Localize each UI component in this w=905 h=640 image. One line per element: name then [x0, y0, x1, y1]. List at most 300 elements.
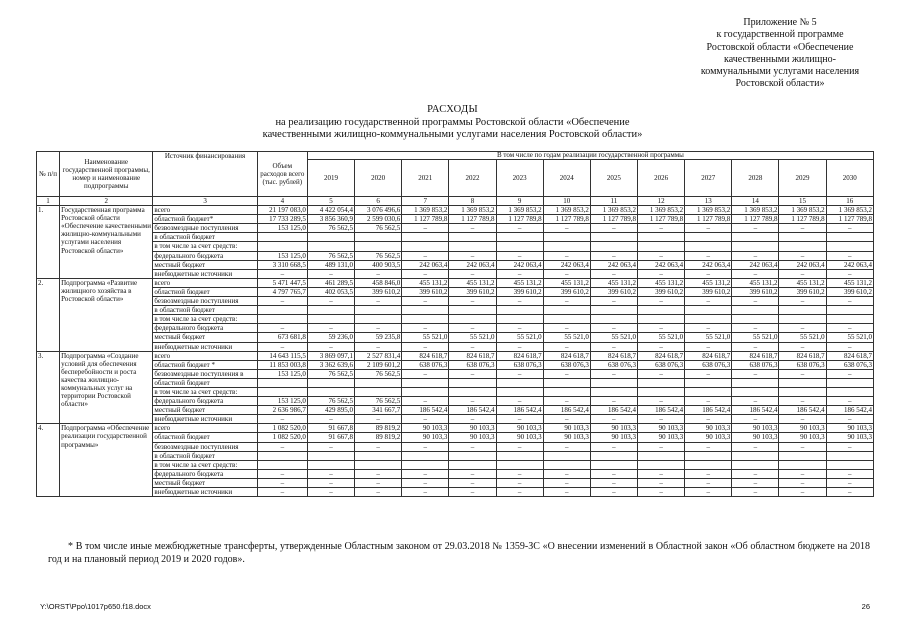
year-value: 186 542,4: [826, 406, 873, 415]
year-value: [355, 387, 402, 396]
table-index-row: [37, 197, 874, 206]
year-value: –: [449, 478, 496, 487]
index-cell: 16: [826, 197, 873, 206]
year-value: [449, 378, 496, 387]
year-value: [402, 387, 449, 396]
year-value: [637, 378, 684, 387]
index-cell: 5: [307, 197, 354, 206]
year-value: –: [307, 469, 354, 478]
table-row: [37, 397, 874, 406]
funding-source: областной бюджет: [153, 287, 257, 296]
year-value: 3 869 097,1: [307, 351, 354, 360]
year-value: –: [590, 342, 637, 351]
header-year: 2019: [307, 160, 354, 197]
year-value: 186 542,4: [590, 406, 637, 415]
year-value: 90 103,3: [449, 424, 496, 433]
year-value: 824 618,7: [826, 351, 873, 360]
total-value: 3 310 668,5: [257, 260, 307, 269]
year-value: [732, 233, 779, 242]
year-value: 399 610,2: [779, 287, 826, 296]
year-value: [637, 306, 684, 315]
year-value: –: [826, 324, 873, 333]
year-value: [779, 242, 826, 251]
year-value: 1 369 853,2: [496, 206, 543, 215]
total-value: –: [257, 342, 307, 351]
year-value: –: [402, 469, 449, 478]
document-subtitle-line1: на реализацию государственной программы Ростовской области «Обеспечение: [275, 117, 630, 128]
table-row: [37, 333, 874, 342]
year-value: 399 610,2: [590, 287, 637, 296]
table-row: [37, 369, 874, 378]
year-value: 1 369 853,2: [590, 206, 637, 215]
year-value: 1 127 789,8: [496, 215, 543, 224]
year-value: [590, 315, 637, 324]
year-value: [637, 233, 684, 242]
year-value: –: [685, 251, 732, 260]
year-value: 638 076,3: [732, 360, 779, 369]
year-value: –: [779, 342, 826, 351]
year-value: 186 542,4: [449, 406, 496, 415]
funding-source: местный бюджет: [153, 478, 257, 487]
year-value: [307, 387, 354, 396]
year-value: –: [543, 369, 590, 378]
year-value: 1 127 789,8: [732, 215, 779, 224]
total-value: 153 125,0: [257, 369, 307, 378]
year-value: –: [685, 397, 732, 406]
year-value: [355, 451, 402, 460]
year-value: 55 521,0: [402, 333, 449, 342]
year-value: 638 076,3: [543, 360, 590, 369]
year-value: –: [590, 324, 637, 333]
year-value: –: [637, 342, 684, 351]
year-value: [779, 451, 826, 460]
year-value: 186 542,4: [732, 406, 779, 415]
document-title: РАСХОДЫ: [427, 104, 478, 115]
funding-source: безвозмездные поступления: [153, 224, 257, 233]
document-subtitle-line2: качественными жилищно-коммунальными услугами населения Ростовской области»: [262, 129, 643, 140]
funding-source: в том числе за счет средств:: [153, 460, 257, 469]
funding-source: федерального бюджета: [153, 397, 257, 406]
header-year: 2028: [732, 160, 779, 197]
year-value: –: [637, 415, 684, 424]
table-row: [37, 387, 874, 396]
funding-source: всего: [153, 351, 257, 360]
year-value: –: [732, 469, 779, 478]
year-value: –: [637, 442, 684, 451]
year-value: –: [496, 488, 543, 497]
year-value: –: [449, 324, 496, 333]
year-value: 455 131,2: [449, 278, 496, 287]
year-value: [637, 315, 684, 324]
year-value: [826, 233, 873, 242]
year-value: –: [543, 442, 590, 451]
year-value: [496, 451, 543, 460]
year-value: –: [496, 269, 543, 278]
year-value: –: [685, 488, 732, 497]
year-value: –: [449, 342, 496, 351]
year-value: 1 127 789,8: [637, 215, 684, 224]
year-value: 242 063,4: [685, 260, 732, 269]
year-value: [826, 242, 873, 251]
year-value: 242 063,4: [826, 260, 873, 269]
funding-source: федерального бюджета: [153, 324, 257, 333]
year-value: 824 618,7: [637, 351, 684, 360]
appendix-line: Приложение № 5: [743, 17, 817, 28]
year-value: 1 369 853,2: [779, 206, 826, 215]
year-value: 89 819,2: [355, 424, 402, 433]
total-value: 14 643 115,5: [257, 351, 307, 360]
table-row: [37, 433, 874, 442]
year-value: 399 610,2: [732, 287, 779, 296]
year-value: –: [449, 442, 496, 451]
year-value: 455 131,2: [826, 278, 873, 287]
year-value: 638 076,3: [685, 360, 732, 369]
year-value: 55 521,0: [685, 333, 732, 342]
year-value: –: [826, 478, 873, 487]
year-value: 3 856 360,9: [307, 215, 354, 224]
total-value: 17 733 289,5: [257, 215, 307, 224]
year-value: [355, 306, 402, 315]
table-row: [37, 233, 874, 242]
year-value: 186 542,4: [543, 406, 590, 415]
year-value: –: [637, 478, 684, 487]
year-value: [732, 451, 779, 460]
year-value: 399 610,2: [496, 287, 543, 296]
year-value: –: [590, 269, 637, 278]
header-year: 2021: [402, 160, 449, 197]
total-value: 153 125,0: [257, 251, 307, 260]
year-value: [779, 315, 826, 324]
year-value: [402, 242, 449, 251]
year-value: [685, 460, 732, 469]
appendix-line: Ростовской области «Обеспечение: [706, 41, 854, 53]
table-row: [37, 406, 874, 415]
funding-source: в том числе за счет средств:: [153, 242, 257, 251]
year-value: –: [355, 342, 402, 351]
year-value: 90 103,3: [496, 433, 543, 442]
header-years-caption: В том числе по годам реализации государственной программы: [307, 152, 873, 160]
year-value: –: [779, 442, 826, 451]
year-value: –: [779, 324, 826, 333]
index-cell: 15: [779, 197, 826, 206]
year-value: –: [402, 415, 449, 424]
table-row: [37, 215, 874, 224]
total-value: –: [257, 478, 307, 487]
year-value: –: [496, 469, 543, 478]
index-cell: 9: [496, 197, 543, 206]
year-value: 90 103,3: [496, 424, 543, 433]
year-value: [685, 451, 732, 460]
year-value: [685, 306, 732, 315]
year-value: –: [496, 415, 543, 424]
year-value: –: [402, 224, 449, 233]
index-cell: 2: [60, 197, 153, 206]
year-value: [590, 306, 637, 315]
year-value: 824 618,7: [590, 351, 637, 360]
year-value: –: [779, 478, 826, 487]
year-value: [732, 306, 779, 315]
year-value: –: [402, 442, 449, 451]
table-row: [37, 287, 874, 296]
year-value: –: [449, 397, 496, 406]
year-value: 76 562,5: [307, 397, 354, 406]
year-value: [449, 451, 496, 460]
funding-source: областной бюджет *: [153, 360, 257, 369]
year-value: [496, 387, 543, 396]
funding-source: местный бюджет: [153, 406, 257, 415]
appendix-line: Ростовской области»: [735, 78, 825, 90]
year-value: [449, 242, 496, 251]
year-value: 455 131,2: [402, 278, 449, 287]
year-value: –: [355, 324, 402, 333]
year-value: 242 063,4: [637, 260, 684, 269]
year-value: –: [449, 469, 496, 478]
year-value: 489 131,0: [307, 260, 354, 269]
year-value: 341 667,7: [355, 406, 402, 415]
year-value: –: [685, 369, 732, 378]
year-value: 1 127 789,8: [779, 215, 826, 224]
year-value: [307, 451, 354, 460]
year-value: 824 618,7: [685, 351, 732, 360]
table-row: [37, 242, 874, 251]
year-value: –: [826, 269, 873, 278]
year-value: –: [449, 269, 496, 278]
table-row: [37, 360, 874, 369]
total-value: [257, 306, 307, 315]
year-value: 1 369 853,2: [826, 206, 873, 215]
year-value: –: [732, 397, 779, 406]
year-value: –: [826, 297, 873, 306]
total-value: –: [257, 269, 307, 278]
year-value: [732, 242, 779, 251]
year-value: –: [355, 415, 402, 424]
total-value: 1 082 520,0: [257, 424, 307, 433]
header-total: Объем расходов всего (тыс. рублей): [257, 152, 307, 197]
year-value: [449, 387, 496, 396]
year-value: [449, 460, 496, 469]
funding-source: в том числе за счет средств:: [153, 387, 257, 396]
year-value: –: [590, 369, 637, 378]
funding-source: всего: [153, 206, 257, 215]
year-value: 55 521,0: [543, 333, 590, 342]
year-value: –: [732, 324, 779, 333]
year-value: –: [543, 324, 590, 333]
year-value: –: [496, 224, 543, 233]
header-year: 2025: [590, 160, 637, 197]
year-value: –: [826, 369, 873, 378]
year-value: 399 610,2: [402, 287, 449, 296]
year-value: [826, 378, 873, 387]
year-value: 242 063,4: [590, 260, 637, 269]
year-value: –: [685, 415, 732, 424]
year-value: [402, 315, 449, 324]
year-value: 1 127 789,8: [402, 215, 449, 224]
index-cell: 13: [685, 197, 732, 206]
year-value: –: [732, 224, 779, 233]
year-value: [685, 387, 732, 396]
funding-source: безвозмездные поступления: [153, 297, 257, 306]
year-value: 242 063,4: [496, 260, 543, 269]
year-value: –: [685, 324, 732, 333]
header-year: 2029: [779, 160, 826, 197]
year-value: –: [449, 297, 496, 306]
year-value: 242 063,4: [779, 260, 826, 269]
year-value: 76 562,5: [355, 251, 402, 260]
appendix-line: коммунальными услугами населения: [700, 66, 860, 78]
year-value: –: [637, 369, 684, 378]
funding-source: в областной бюджет: [153, 451, 257, 460]
year-value: [590, 387, 637, 396]
year-value: 55 521,0: [637, 333, 684, 342]
year-value: –: [496, 397, 543, 406]
year-value: –: [402, 488, 449, 497]
header-year: 2022: [449, 160, 496, 197]
total-value: 153 125,0: [257, 224, 307, 233]
year-value: 455 131,2: [637, 278, 684, 287]
total-value: –: [257, 297, 307, 306]
year-value: –: [779, 369, 826, 378]
year-value: –: [543, 397, 590, 406]
year-value: [779, 378, 826, 387]
year-value: [826, 387, 873, 396]
year-value: [637, 387, 684, 396]
year-value: 1 369 853,2: [402, 206, 449, 215]
year-value: –: [637, 251, 684, 260]
index-cell: 14: [732, 197, 779, 206]
year-value: –: [543, 297, 590, 306]
year-value: 242 063,4: [402, 260, 449, 269]
year-value: [826, 460, 873, 469]
year-value: 399 610,2: [355, 287, 402, 296]
year-value: 3 362 639,6: [307, 360, 354, 369]
year-value: 455 131,2: [590, 278, 637, 287]
year-value: –: [826, 397, 873, 406]
year-value: 638 076,3: [779, 360, 826, 369]
year-value: –: [685, 269, 732, 278]
year-value: 399 610,2: [826, 287, 873, 296]
year-value: –: [402, 269, 449, 278]
year-value: 3 076 496,6: [355, 206, 402, 215]
year-value: –: [449, 369, 496, 378]
year-value: [402, 451, 449, 460]
year-value: –: [732, 369, 779, 378]
year-value: [449, 233, 496, 242]
year-value: –: [637, 397, 684, 406]
year-value: 55 521,0: [496, 333, 543, 342]
year-value: 242 063,4: [543, 260, 590, 269]
year-value: 59 235,8: [355, 333, 402, 342]
total-value: 5 471 447,5: [257, 278, 307, 287]
year-value: 186 542,4: [637, 406, 684, 415]
table-row: [37, 451, 874, 460]
year-value: –: [732, 297, 779, 306]
total-value: –: [257, 415, 307, 424]
funding-source: областной бюджет*: [153, 215, 257, 224]
program-name: Подпрограмма «Создание условий для обеспечения бесперебойности и роста качества жилищно-коммунальных услуг на территории Ростовской области»: [60, 351, 153, 424]
year-value: [543, 306, 590, 315]
year-value: –: [355, 488, 402, 497]
year-value: 638 076,3: [402, 360, 449, 369]
year-value: 1 127 789,8: [543, 215, 590, 224]
funding-source: местный бюджет: [153, 260, 257, 269]
total-value: [257, 451, 307, 460]
year-value: 76 562,5: [307, 251, 354, 260]
header-year: 2023: [496, 160, 543, 197]
total-value: [257, 460, 307, 469]
total-value: [257, 387, 307, 396]
index-cell: 4: [257, 197, 307, 206]
year-value: 638 076,3: [637, 360, 684, 369]
year-value: –: [449, 415, 496, 424]
year-value: 455 131,2: [496, 278, 543, 287]
total-value: 21 197 083,0: [257, 206, 307, 215]
year-value: [355, 242, 402, 251]
table-row: [37, 269, 874, 278]
year-value: –: [685, 224, 732, 233]
year-value: 399 610,2: [543, 287, 590, 296]
table-row: [37, 415, 874, 424]
expenses-table: [36, 151, 874, 497]
table-row: [37, 306, 874, 315]
year-value: [826, 306, 873, 315]
table-row: [37, 442, 874, 451]
header-name: Наименование государственной программы, номер и наименование подпрограммы: [60, 152, 153, 197]
year-value: [402, 233, 449, 242]
table-row: [37, 469, 874, 478]
table-row: [37, 351, 874, 360]
year-value: 55 521,0: [732, 333, 779, 342]
year-value: –: [732, 415, 779, 424]
year-value: [496, 306, 543, 315]
year-value: 399 610,2: [449, 287, 496, 296]
year-value: –: [685, 442, 732, 451]
year-value: [355, 233, 402, 242]
funding-source: в том числе за счет средств:: [153, 315, 257, 324]
year-value: [402, 306, 449, 315]
year-value: 638 076,3: [496, 360, 543, 369]
year-value: –: [355, 269, 402, 278]
year-value: –: [496, 442, 543, 451]
year-value: –: [685, 297, 732, 306]
year-value: –: [496, 251, 543, 260]
footnote: * В том числе иные межбюджетные трансферты, утвержденные Областным законом от 29.03.2018 № 1359-ЗС «О внесении изменений в Областной закон «Об областном бюджете на 2018 год и на плановый период 2019 и 2020 годов».: [48, 541, 870, 565]
funding-source: в областной бюджет: [153, 233, 257, 242]
year-value: 2 527 831,4: [355, 351, 402, 360]
year-value: –: [637, 297, 684, 306]
header-year: 2024: [543, 160, 590, 197]
year-value: –: [402, 342, 449, 351]
total-value: [257, 378, 307, 387]
funding-source: всего: [153, 278, 257, 287]
year-value: [496, 315, 543, 324]
index-cell: 8: [449, 197, 496, 206]
year-value: –: [543, 251, 590, 260]
year-value: –: [590, 442, 637, 451]
funding-source: областной бюджет: [153, 378, 257, 387]
year-value: [496, 242, 543, 251]
year-value: 90 103,3: [732, 424, 779, 433]
year-value: –: [355, 297, 402, 306]
year-value: –: [826, 224, 873, 233]
year-value: –: [732, 251, 779, 260]
index-cell: 12: [637, 197, 684, 206]
year-value: –: [402, 297, 449, 306]
year-value: 186 542,4: [402, 406, 449, 415]
year-value: –: [307, 442, 354, 451]
year-value: –: [307, 324, 354, 333]
year-value: –: [402, 324, 449, 333]
year-value: [779, 233, 826, 242]
